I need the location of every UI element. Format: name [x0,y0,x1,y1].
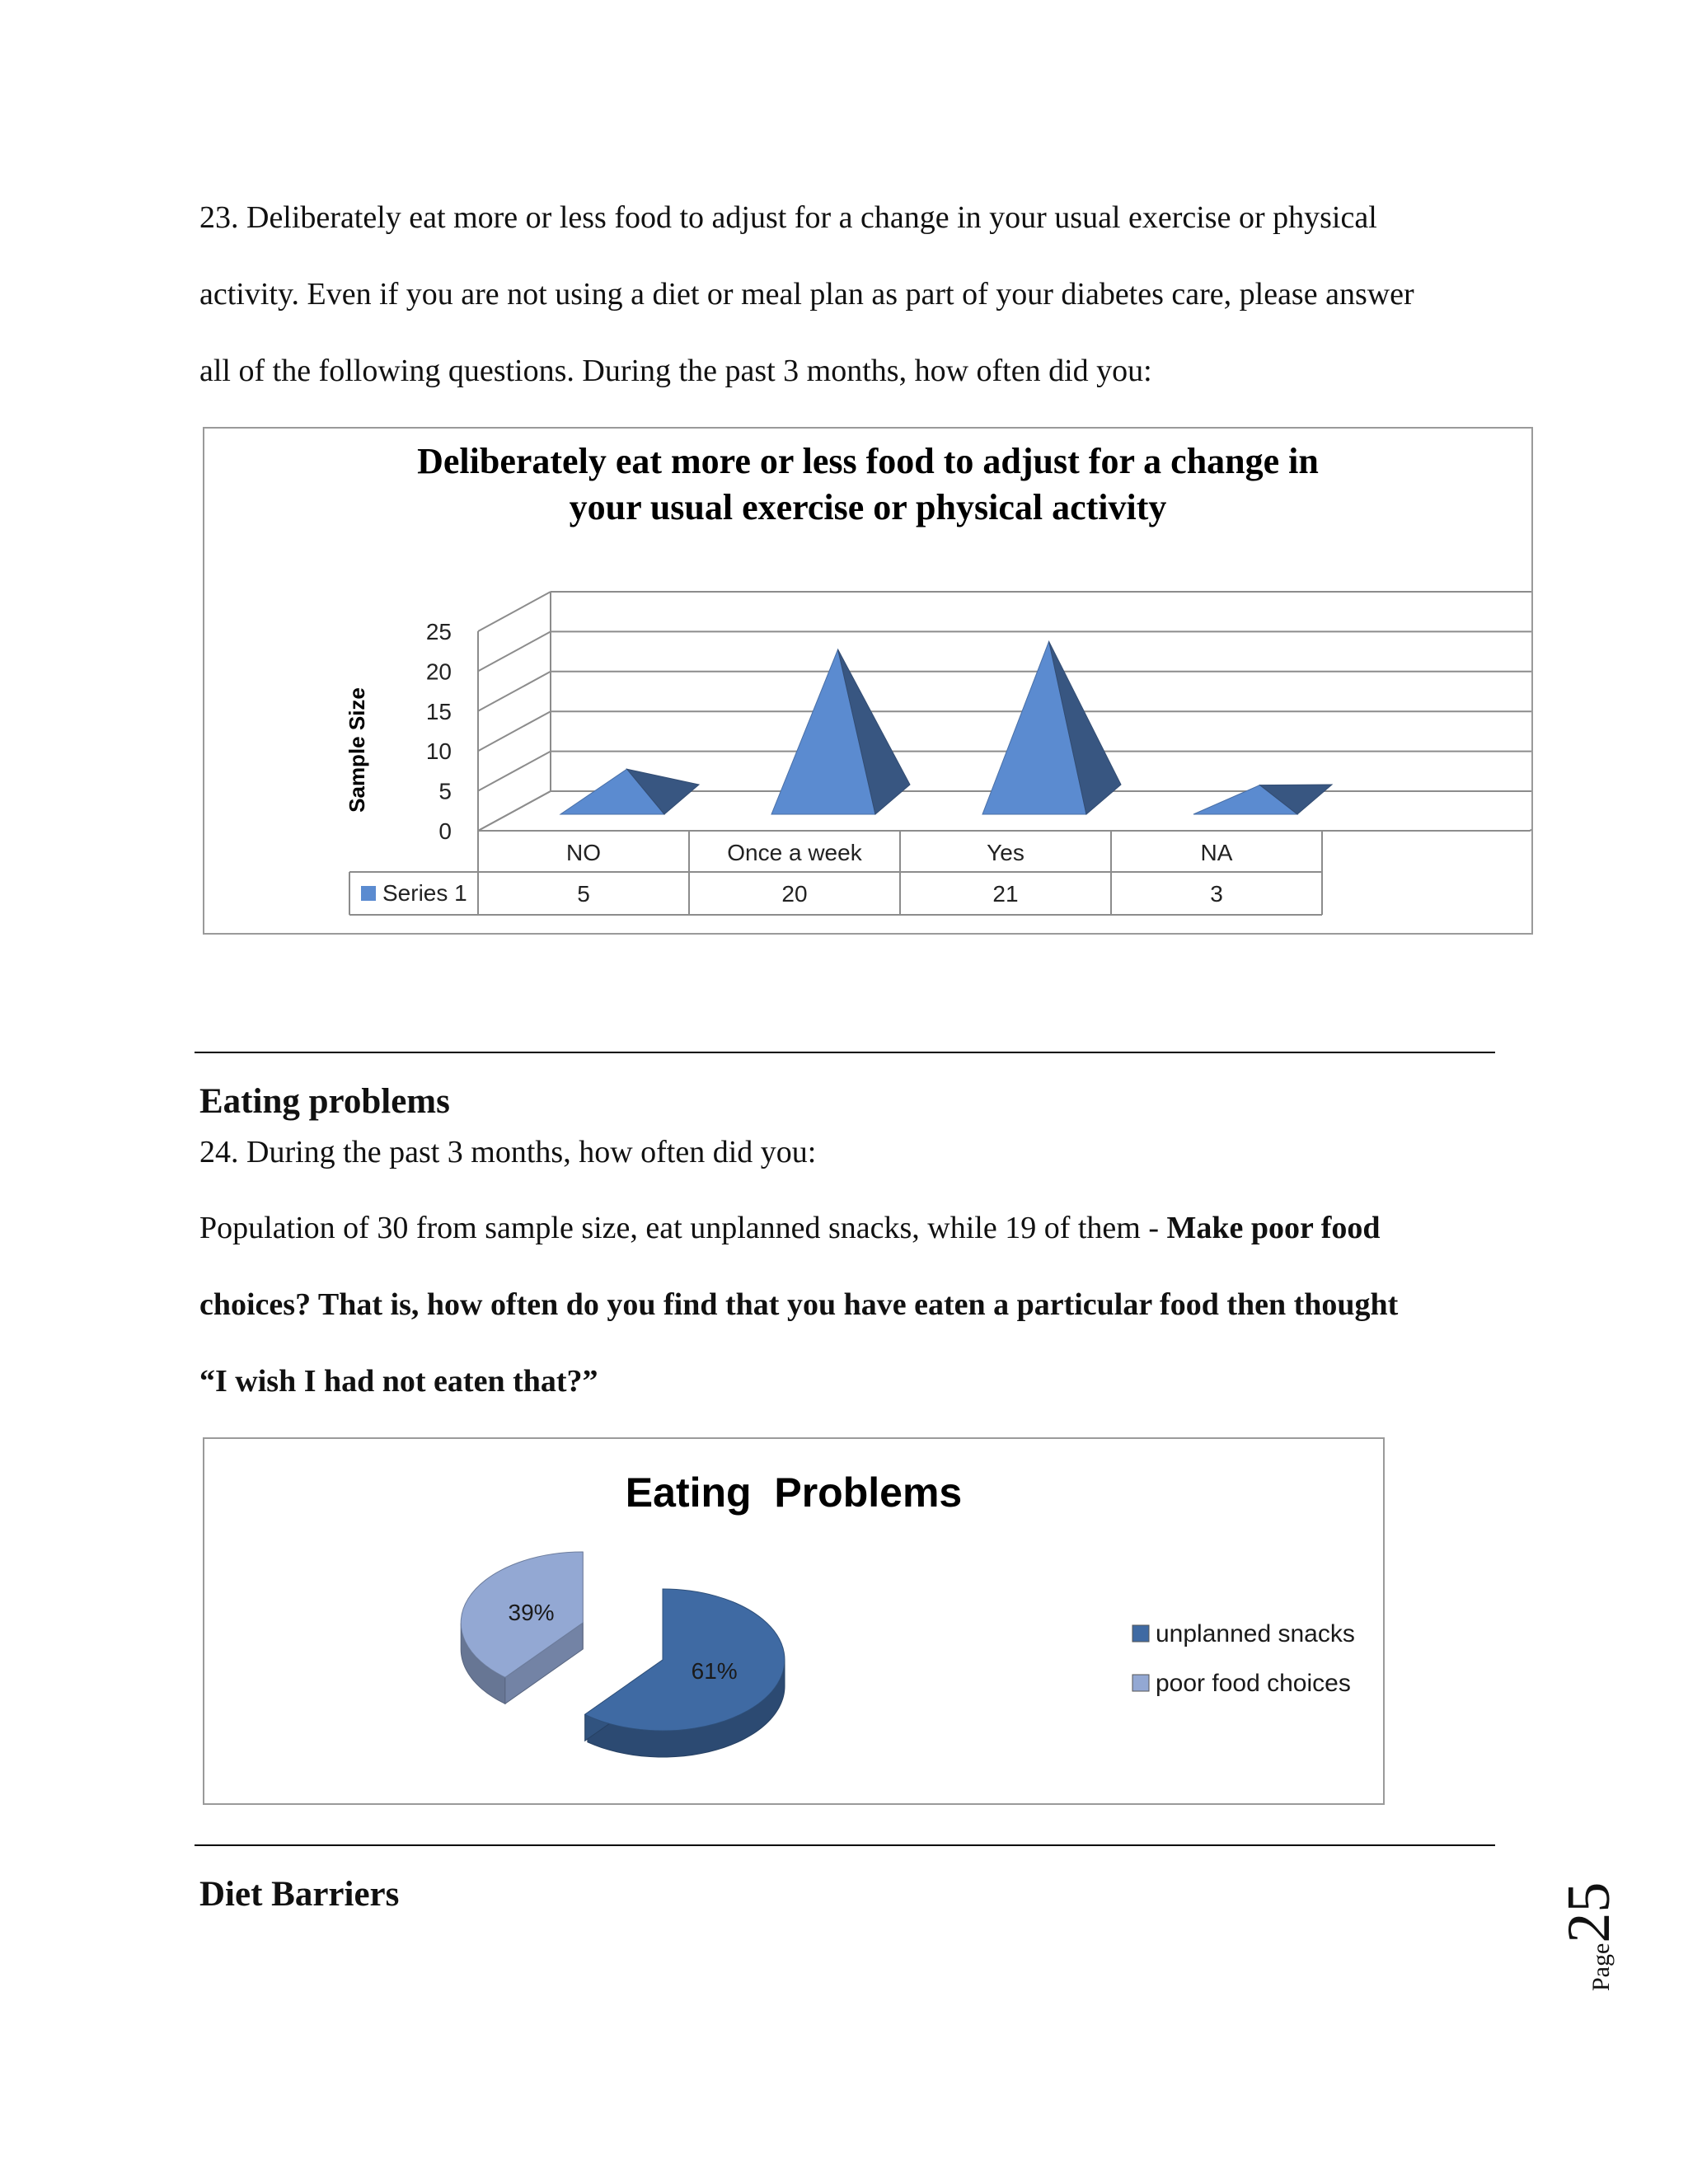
exercise-food-chart-svg [204,429,1531,933]
chart2-legend-label: poor food choices [1156,1670,1351,1697]
exercise-food-chart [203,427,1533,935]
chart2-slice-label: 39% [508,1599,555,1625]
diet-barriers-heading: Diet Barriers [199,1875,400,1914]
chart2-slice [585,1589,785,1757]
chart1-y-axis-label: Sample Size [345,687,369,813]
chart1-data-label: 5 [577,881,590,907]
section-divider-2 [195,1844,1495,1846]
chart1-category-label: NA [1200,840,1233,865]
chart1-pyramid [771,649,910,814]
q23-line-1: 23. Deliberately eat more or less food to adjust for a change in your usual exercise or physical [199,200,1377,235]
chart1-y-tick-label: 0 [438,818,452,844]
eating-problems-heading: Eating problems [199,1082,450,1121]
chart1-category-label: Once a week [727,840,862,865]
section-divider-1 [195,1052,1495,1053]
page-word: Page [1587,1943,1615,1991]
q24-body-plain: Population of 30 from sample size, eat unplanned snacks, while 19 of them - [199,1211,1167,1245]
chart1-legend-swatch [361,886,376,901]
chart1-y-tick-label: 25 [425,619,452,644]
chart2-legend-swatch [1132,1625,1149,1642]
chart1-y-tick-label: 15 [425,698,452,724]
chart1-pyramid [982,641,1121,814]
chart1-side-gridline [478,672,551,711]
chart1-data-label: 3 [1210,881,1223,907]
chart1-side-gridline [478,631,551,671]
chart1-legend-label: Series 1 [382,880,467,906]
chart1-y-tick-label: 5 [438,778,452,804]
q24-body-bold-1: Make poor food [1166,1211,1381,1245]
q24-question: 24. During the past 3 months, how often did you: [199,1135,817,1169]
q24-body-line-2: choices? That is, how often do you find that you have eaten a particular food then thought [199,1287,1399,1322]
eating-problems-chart-svg [204,1439,1383,1803]
chart1-title-line-2: your usual exercise or physical activity [569,487,1167,527]
chart2-legend-swatch [1132,1675,1149,1691]
page-digits: 25 [1555,1882,1623,1943]
q23-line-2: activity. Even if you are not using a diet or meal plan as part of your diabetes care, please answer [199,277,1414,312]
chart1-y-tick-label: 20 [425,658,452,685]
chart1-category-label: Yes [987,840,1025,865]
chart2-title: Eating Problems [625,1469,963,1516]
chart1-pyramid [1193,785,1332,814]
page-number [1554,1843,1670,1991]
chart1-side-gridline [478,592,551,631]
eating-problems-chart [203,1437,1385,1805]
q24-body-line-3: “I wish I had not eaten that?” [199,1364,598,1399]
q24-body-line-1 [199,1210,1380,1246]
chart2-legend-label: unplanned snacks [1156,1620,1355,1647]
chart1-data-label: 20 [781,881,808,907]
chart1-y-tick-label: 10 [425,738,452,765]
chart2-slice [461,1552,583,1704]
chart1-title-line-1: Deliberately eat more or less food to adjust for a change in [417,441,1319,481]
chart1-side-gridline [478,752,551,791]
chart1-data-label: 21 [992,881,1019,907]
chart2-slice-label: 61% [691,1658,738,1685]
chart1-side-gridline [478,711,551,751]
chart1-category-label: NO [566,840,601,865]
q23-line-3: all of the following questions. During the past 3 months, how often did you: [199,354,1152,388]
